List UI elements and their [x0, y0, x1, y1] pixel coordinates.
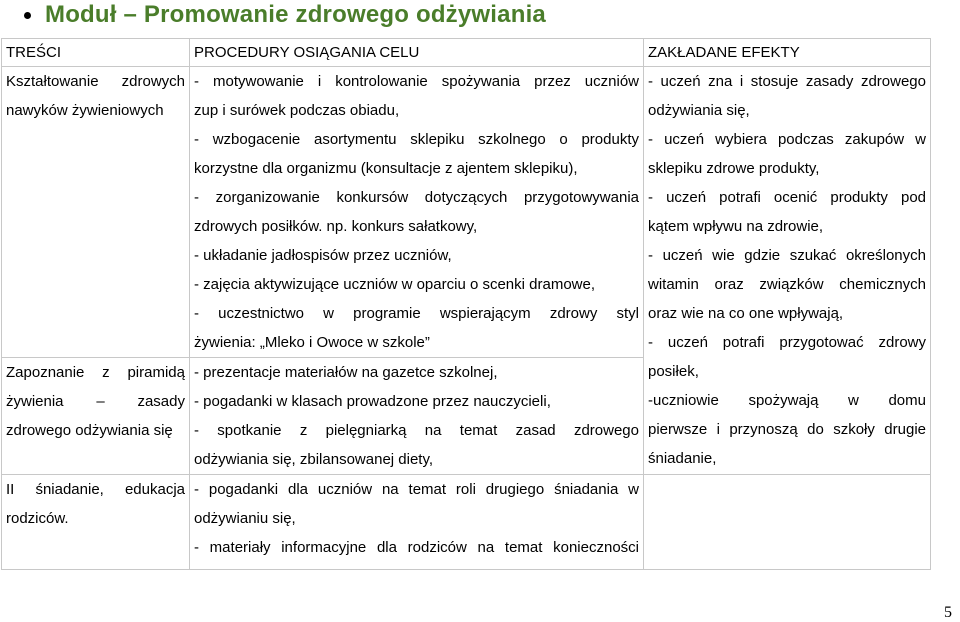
effects-line: - uczeń potrafi przygotować zdrowy — [648, 334, 926, 351]
effects-line: pierwsze i przynoszą do szkoły drugie — [648, 421, 926, 438]
content-line: Kształtowanie zdrowych — [6, 73, 185, 90]
procedure-line: - materiały informacyjne dla rodziców na temat konieczności — [194, 539, 639, 556]
header-cell-efekty: ZAKŁADANE EFEKTY — [644, 39, 931, 67]
procedure-line: - zorganizowanie konkursów dotyczących przygotowywania — [194, 189, 639, 206]
procedure-line: odżywianiu się, — [194, 510, 296, 527]
header-cell-tresci: TREŚCI — [2, 39, 190, 67]
effects-line: posiłek, — [648, 363, 699, 380]
content-line: zdrowego odżywiania się — [6, 422, 173, 439]
procedure-line: - prezentacje materiałów na gazetce szkolnej, — [194, 364, 498, 381]
procedure-line: - uczestnictwo w programie wspierającym zdrowy styl — [194, 305, 639, 322]
effects-line: - uczeń zna i stosuje zasady zdrowego — [648, 73, 926, 90]
content-line: żywienia – zasady — [6, 393, 185, 410]
procedure-line: - motywowanie i kontrolowanie spożywania przez uczniów — [194, 73, 639, 90]
page-number: 5 — [944, 604, 952, 621]
effects-cell — [644, 67, 931, 475]
heading-text: Moduł – Promowanie zdrowego odżywiania — [45, 1, 546, 28]
procedure-cell-3 — [190, 475, 644, 570]
procedure-cell-1 — [190, 67, 644, 358]
procedure-line: żywienia: „Mleko i Owoce w szkole” — [194, 334, 430, 351]
module-table — [1, 38, 931, 570]
module-heading — [24, 0, 546, 30]
bullet-icon — [24, 12, 31, 19]
content-line: II śniadanie, edukacja — [6, 481, 185, 498]
effects-line: - uczeń wybiera podczas zakupów w — [648, 131, 926, 148]
procedure-line: - pogadanki w klasach prowadzone przez nauczycieli, — [194, 393, 551, 410]
effects-line: - uczeń potrafi ocenić produkty pod — [648, 189, 926, 206]
effects-line: odżywiania się, — [648, 102, 750, 119]
procedure-line: zup i surówek podczas obiadu, — [194, 102, 400, 119]
procedure-line: zdrowych posiłków. np. konkurs sałatkowy, — [194, 218, 478, 235]
effects-line: - uczeń wie gdzie szukać określonych — [648, 247, 926, 264]
effects-line: kątem wpływu na zdrowie, — [648, 218, 824, 235]
header-cell-procedury: PROCEDURY OSIĄGANIA CELU — [190, 39, 644, 67]
effects-line: -uczniowie spożywają w domu — [648, 392, 926, 409]
procedure-line: - zajęcia aktywizujące uczniów w oparciu o scenki dramowe, — [194, 276, 596, 293]
content-line: rodziców. — [6, 510, 69, 527]
content-cell-1 — [2, 67, 190, 358]
content-cell-2 — [2, 358, 190, 475]
content-cell-3 — [2, 475, 190, 570]
content-line: nawyków żywieniowych — [6, 102, 164, 119]
table-header-row — [2, 39, 931, 67]
procedure-line: odżywiania się, zbilansowanej diety, — [194, 451, 434, 468]
table-row — [2, 475, 931, 570]
effects-cell-empty — [644, 475, 931, 570]
effects-line: śniadanie, — [648, 450, 717, 467]
procedure-line: - wzbogacenie asortymentu sklepiku szkolnego o produkty — [194, 131, 639, 148]
effects-line: witamin oraz związków chemicznych — [648, 276, 926, 293]
procedure-line: - spotkanie z pielęgniarką na temat zasad zdrowego — [194, 422, 639, 439]
table-row — [2, 67, 931, 358]
effects-line: sklepiku zdrowe produkty, — [648, 160, 820, 177]
procedure-line: - układanie jadłospisów przez uczniów, — [194, 247, 452, 264]
content-line: Zapoznanie z piramidą — [6, 364, 185, 381]
procedure-line: korzystne dla organizmu (konsultacje z ajentem sklepiku), — [194, 160, 578, 177]
effects-line: oraz wie na co one wpływają, — [648, 305, 844, 322]
procedure-line: - pogadanki dla uczniów na temat roli drugiego śniadania w — [194, 481, 639, 498]
procedure-cell-2 — [190, 358, 644, 475]
